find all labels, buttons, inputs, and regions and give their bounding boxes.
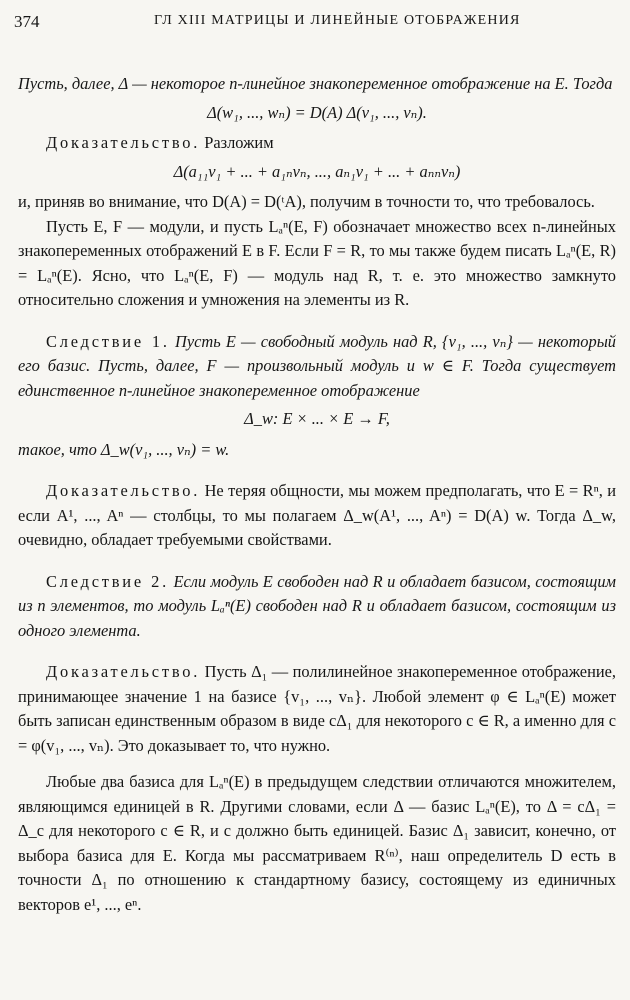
modules-paragraph: Пусть E, F — модули, и пусть Lₐⁿ(E, F) обозначает множество всех n-линейных знакопеременных отображений E в F. Если F = R, то мы также будем писать Lₐⁿ(E, R) = Lₐⁿ(E). Ясно, что Lₐⁿ(E, F) — модуль над R, т. е. это множество замкнуто относительно сложения и умножения на элементы из R. <box>18 216 616 309</box>
proof-3 <box>18 660 616 758</box>
spacer <box>18 313 616 330</box>
page-number: 374 <box>14 12 40 31</box>
proof-1-start <box>18 131 616 156</box>
spacer <box>18 643 616 660</box>
formula-determinant: Δ(w₁, ..., wₙ) = D(A) Δ(v₁, ..., vₙ). <box>207 102 427 122</box>
formula-expansion: Δ(a₁₁v₁ + ... + a₁ₙvₙ, ..., aₙ₁v₁ + ... + aₙₙvₙ) <box>173 161 461 181</box>
corollary-text: Если модуль E свободен над R и обладает базисом, состоящим из n элементов, то модуль Lₐⁿ(E) свободен над R и обладает базисом, состоящим из одного элемента. <box>18 571 617 640</box>
page-body <box>18 72 616 917</box>
running-title: ГЛ XIII МАТРИЦЫ И ЛИНЕЙНЫЕ ОТОБРАЖЕНИЯ <box>154 13 521 28</box>
spacer <box>18 553 616 570</box>
proof-text: Не теряя общности, мы можем предполагать, что E = Rⁿ, и если A¹, ..., Aⁿ — столбцы, то мы полагаем Δ_w(A¹, ..., Aⁿ) = D(A) w. Тогда Δ_w, очевидно, обладает требуемыми свойствами. <box>18 481 616 549</box>
corollary-text: Пусть E — свободный модуль над R, {v₁, ..., vₙ} — некоторый его базис. Пусть, далее, F — произвольный модуль и w ∈ F. Тогда существует единственное n-линейное знакопеременное отображение <box>18 331 616 400</box>
formula-mapping: Δ_w: E × ... × E → F, <box>244 409 390 428</box>
proof-text: Пусть Δ₁ — полилинейное знакопеременное отображение, принимающее значение 1 на базисе {v₁, ..., vₙ}. Любой элемент φ ∈ Lₐⁿ(E) может быть записан единственным образом в виде cΔ₁ для некоторого c ∈ R, а именно для c = φ(v₁, ..., vₙ). Это доказывает то, что нужно. <box>18 662 616 755</box>
proof-2 <box>18 479 616 553</box>
corollary-1 <box>18 330 616 404</box>
proof-label: Доказательство. <box>46 133 201 152</box>
proof-1-end: и, приняв во внимание, что D(A) = D(ᵗA), получим в точности то, что требовалось. <box>18 192 595 211</box>
corollary-2 <box>18 570 616 644</box>
spacer <box>18 462 616 479</box>
proof-label: Доказательство. <box>46 662 201 681</box>
corollary-label: Следствие 2. <box>46 571 170 591</box>
spacer <box>18 758 616 770</box>
final-paragraph: Любые два базиса для Lₐⁿ(E) в предыдущем следствии отличаются множителем, являющимся единицей в R. Другими словами, если Δ — базис Lₐⁿ(E), то Δ = cΔ₁ = Δ_c для некоторого c ∈ R, и c должно быть единицей. Базис Δ₁ зависит, конечно, от выбора базиса для E. Когда мы рассматриваем R⁽ⁿ⁾, наш определитель D есть в точности Δ₁ по отношению к стандартному базису, состоящему из единичных векторов e¹, ..., eⁿ. <box>18 772 616 914</box>
corollary-1-end: такое, что Δ_w(v₁, ..., vₙ) = w. <box>18 439 230 459</box>
intro-paragraph: Пусть, далее, Δ — некоторое n-линейное знакопеременное отображение на E. Тогда <box>18 74 613 93</box>
proof-text: Разложим <box>204 133 274 152</box>
page-header <box>14 12 616 36</box>
corollary-label: Следствие 1. <box>46 331 170 351</box>
proof-label: Доказательство. <box>46 481 201 500</box>
